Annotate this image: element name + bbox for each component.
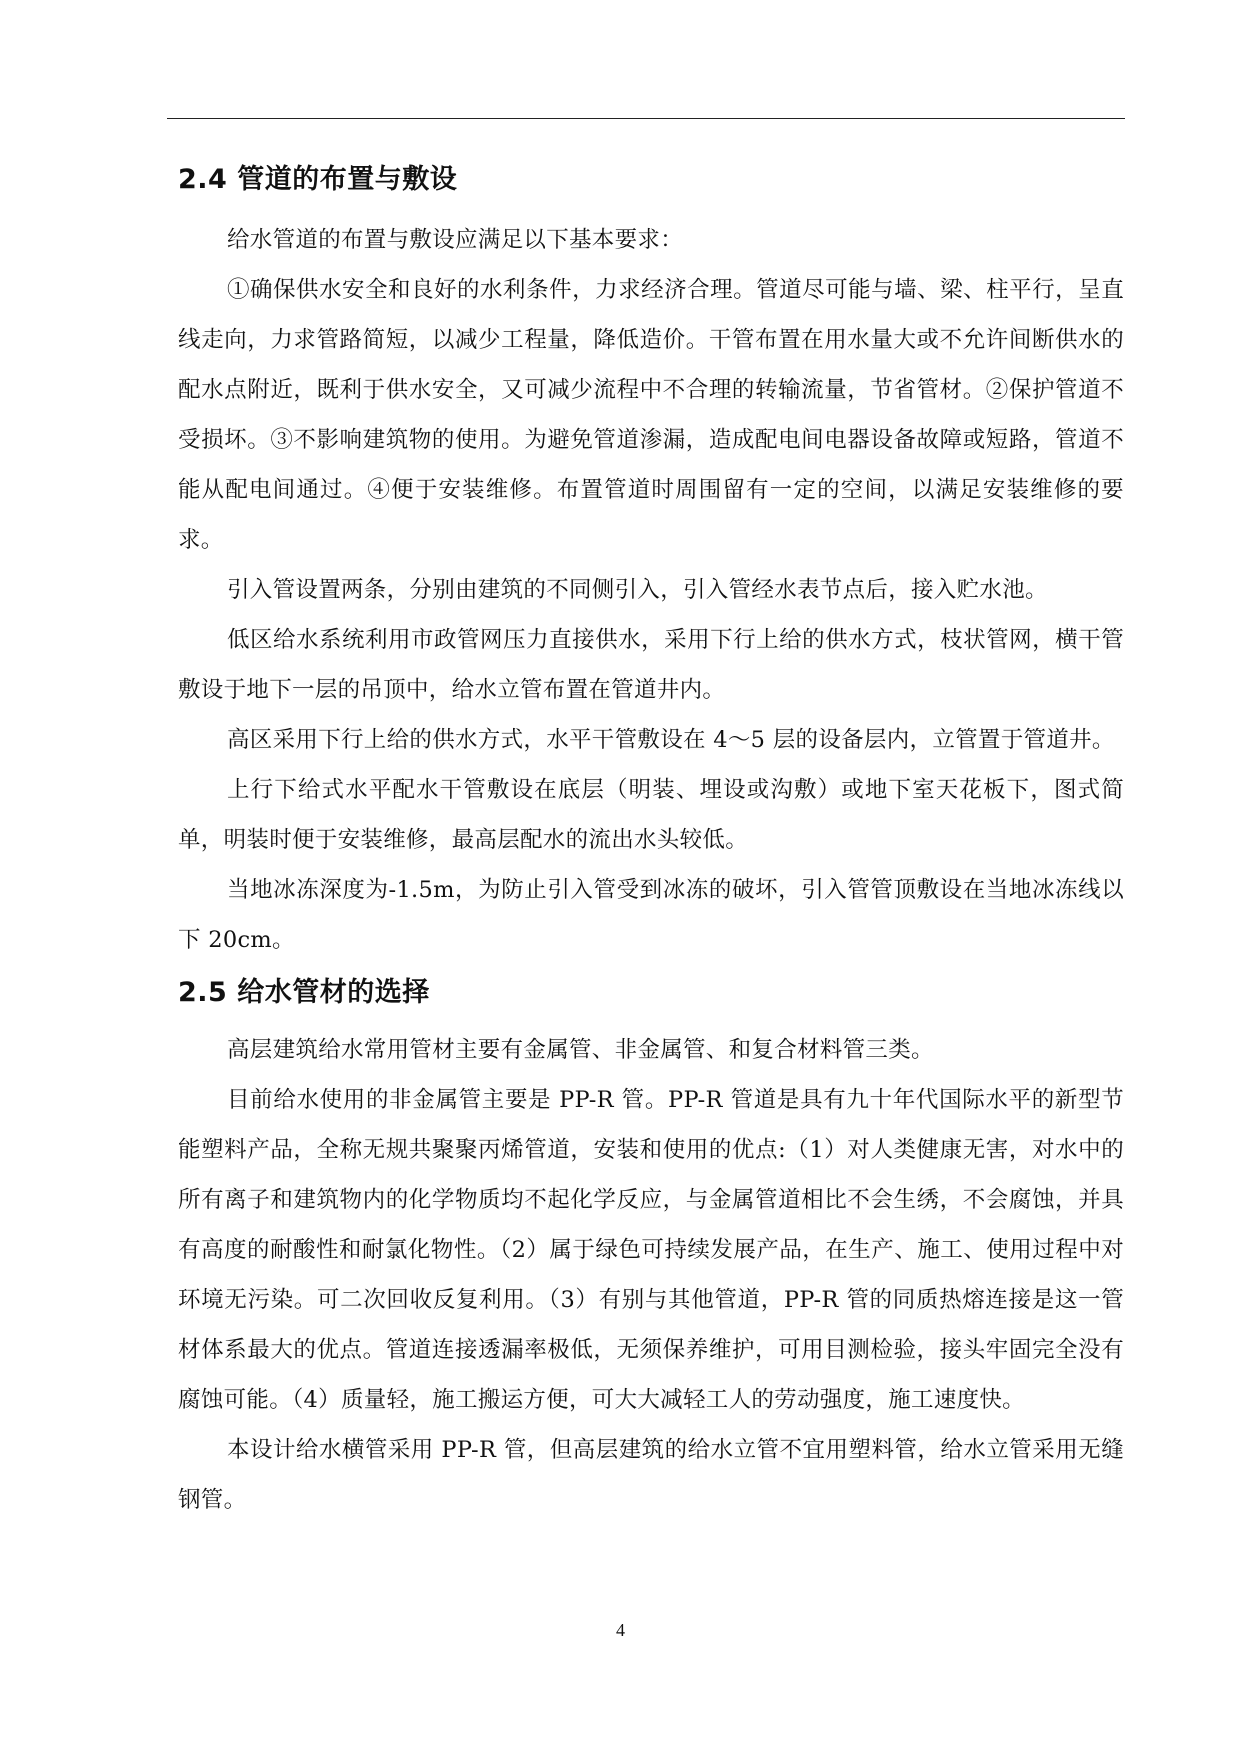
- paragraph: 低区给水系统利用市政管网压力直接供水，采用下行上给的供水方式，枝状管网，横干管敷设于地下一层的吊顶中，给水立管布置在管道井内。: [178, 627, 1124, 703]
- paragraph: 高区采用下行上给的供水方式，水平干管敷设在 4～5 层的设备层内，立管置于管道井。: [227, 727, 1115, 753]
- paragraph: 给水管道的布置与敷设应满足以下基本要求：: [227, 227, 684, 253]
- header-rule: [167, 118, 1125, 119]
- paragraph: 当地冰冻深度为-1.5m，为防止引入管受到冰冻的破坏，引入管管顶敷设在当地冰冻线以下 20cm。: [178, 877, 1124, 953]
- paragraph: 引入管设置两条，分别由建筑的不同侧引入，引入管经水表节点后，接入贮水池。: [227, 577, 1048, 603]
- paragraph: 高层建筑给水常用管材主要有金属管、非金属管、和复合材料管三类。: [227, 1037, 934, 1063]
- paragraph: 本设计给水横管采用 PP-R 管，但高层建筑的给水立管不宜用塑料管，给水立管采用无缝钢管。: [178, 1437, 1124, 1513]
- paragraph: 目前给水使用的非金属管主要是 PP-R 管。PP-R 管道是具有九十年代国际水平的新型节能塑料产品，全称无规共聚聚丙烯管道，安装和使用的优点:（1）对人类健康无害，对水中的所有离子和建筑物内的化学物质均不起化学反应，与金属管道相比不会生绣，不会腐蚀，并具有高度的耐酸性和耐氯化物性。（2）属于绿色可持续发展产品，在生产、施工、使用过程中对环境无污染。可二次回收反复利用。（3）有别与其他管道，PP-R 管的同质热熔连接是这一管材体系最大的优点。管道连接透漏率极低，无须保养维护，可用目测检验，接头牢固完全没有腐蚀可能。（4）质量轻，施工搬运方便，可大大减轻工人的劳动强度，施工速度快。: [178, 1087, 1124, 1413]
- paragraph: 上行下给式水平配水干管敷设在底层（明装、埋设或沟敷）或地下室天花板下，图式简单，明装时便于安装维修，最高层配水的流出水头较低。: [178, 777, 1124, 853]
- paragraph: ①确保供水安全和良好的水利条件，力求经济合理。管道尽可能与墙、梁、柱平行，呈直线走向，力求管路简短，以减少工程量，降低造价。干管布置在用水量大或不允许间断供水的配水点附近，既利于供水安全，又可减少流程中不合理的转输流量，节省管材。②保护管道不受损坏。③不影响建筑物的使用。为避免管道渗漏，造成配电间电器设备故障或短路，管道不能从配电间通过。④便于安装维修。布置管道时周围留有一定的空间，以满足安装维修的要求。: [178, 277, 1124, 553]
- page-number: 4: [616, 1620, 625, 1640]
- page-body: [178, 158, 1124, 1525]
- section-heading-2-4: 2.4 管道的布置与敷设: [178, 164, 458, 195]
- section-heading-2-5: 2.5 给水管材的选择: [178, 977, 430, 1008]
